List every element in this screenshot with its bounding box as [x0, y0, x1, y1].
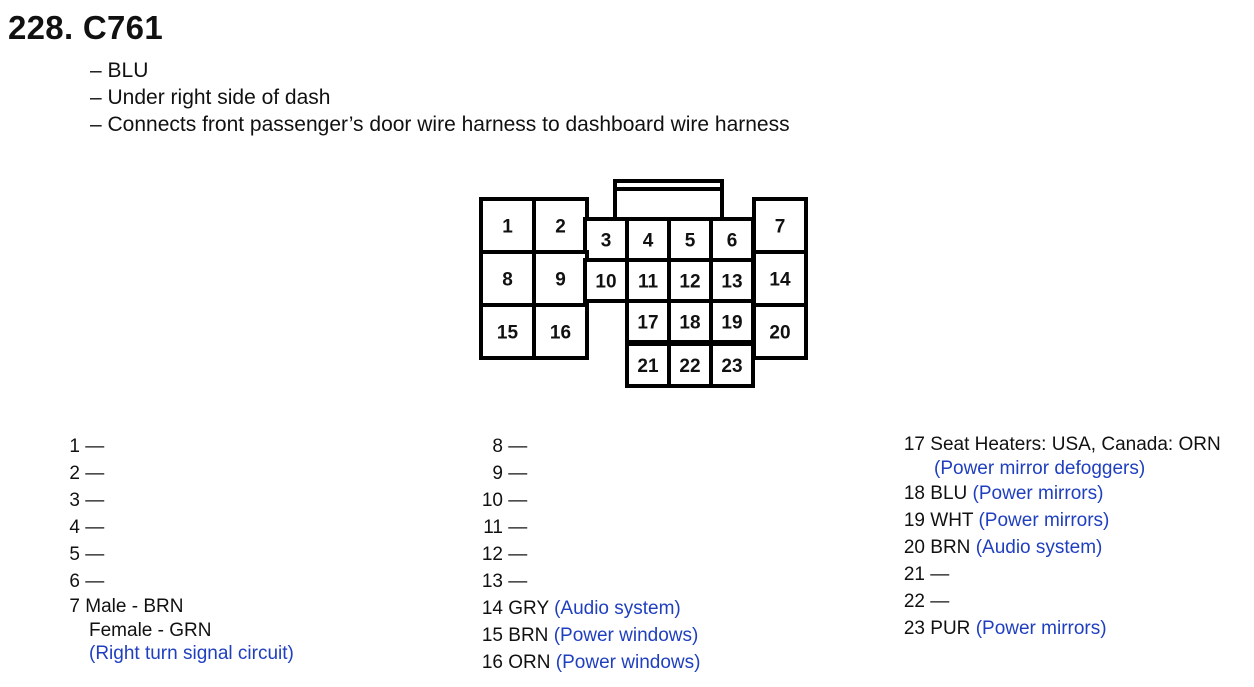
- pin-entry-22: [890, 588, 1221, 615]
- pin-entry-11: [470, 514, 700, 541]
- pin-entry-line: [470, 487, 700, 514]
- pin-entry-wire: —: [85, 571, 105, 592]
- pin-entry-number: 18: [903, 483, 925, 504]
- pin-entry-number: 4: [69, 517, 80, 538]
- pin-entry-number: 20: [903, 537, 925, 558]
- pin-number-9: 9: [555, 269, 566, 291]
- pin-entry-circuit: (Power mirror defoggers): [934, 457, 1146, 479]
- pin-number-17: 17: [637, 312, 659, 334]
- pin-entry-wire: —: [85, 490, 105, 511]
- pin-entry-circuit: (Right turn signal circuit): [89, 643, 294, 664]
- pin-entry-number: 16: [481, 652, 503, 673]
- pin-entry-wire: BRN: [508, 625, 549, 646]
- locking-tab-inner: [615, 189, 722, 221]
- page-title: 228. C761: [8, 9, 163, 46]
- pin-entry-wire: —: [930, 564, 950, 585]
- pin-number-21: 21: [637, 356, 659, 377]
- pin-entry-12: [470, 541, 700, 568]
- pin-entry-number: 13: [481, 571, 503, 592]
- pin-entry-wire: —: [508, 571, 528, 592]
- pin-list-column-3: [890, 433, 1221, 642]
- pin-number-2: 2: [555, 216, 566, 238]
- pin-number-20: 20: [769, 322, 791, 344]
- pin-entry-wire-alt: Female - GRN: [89, 619, 212, 641]
- pin-number-18: 18: [679, 312, 701, 334]
- pin-number-4: 4: [642, 230, 654, 252]
- pin-entry-number: 6: [69, 571, 80, 592]
- pin-entry-15: [470, 622, 700, 649]
- pin-entry-line: [60, 433, 294, 460]
- pin-entry-wire: —: [508, 544, 528, 565]
- pin-entry-number: 19: [903, 510, 925, 531]
- pin-entry-line: [60, 487, 294, 514]
- pin-entry-8: [470, 433, 700, 460]
- pin-entry-wire: —: [85, 544, 105, 565]
- pin-entry-number: 21: [903, 564, 925, 585]
- pin-entry-3: [60, 487, 294, 514]
- pin-entry-circuit: (Power mirrors): [975, 618, 1107, 639]
- pin-number-1: 1: [502, 216, 513, 238]
- note-location: – Under right side of dash: [90, 86, 331, 109]
- pin-entry-wire: —: [508, 463, 528, 484]
- pin-entry-number: 5: [69, 544, 80, 565]
- pin-number-22: 22: [679, 356, 701, 377]
- pin-entry-number: 22: [903, 591, 925, 612]
- pin-number-12: 12: [679, 271, 701, 293]
- pin-entry-line: [890, 615, 1221, 642]
- pin-entry-wire: —: [930, 591, 950, 612]
- pin-entry-16: [470, 649, 700, 676]
- pin-entry-number: 8: [492, 436, 503, 457]
- pin-entry-wire: WHT: [930, 510, 974, 531]
- pin-entry-line: [60, 568, 294, 595]
- pin-entry-21: [890, 561, 1221, 588]
- pin-number-8: 8: [502, 269, 513, 291]
- pin-entry-number: 7: [69, 596, 80, 617]
- pin-entry-line: [470, 622, 700, 649]
- pin-entry-line: [470, 568, 700, 595]
- pin-entry-line: [890, 507, 1221, 534]
- pin-entry-number: 2: [69, 463, 80, 484]
- pin-entry-wire: —: [508, 436, 528, 457]
- pin-number-11: 11: [637, 271, 659, 293]
- pin-entry-circuit: (Power windows): [553, 625, 699, 646]
- pin-entry-6: [60, 568, 294, 595]
- pin-entry-number: 11: [483, 517, 503, 538]
- pin-entry-number: 23: [903, 618, 925, 639]
- pin-entry-line: [470, 595, 700, 622]
- pin-entry-line: [470, 460, 700, 487]
- pin-entry-number: 3: [69, 490, 80, 511]
- pin-entry-wire: PUR: [930, 618, 971, 639]
- pin-entry-wire: GRY: [508, 598, 549, 619]
- pin-entry-5: [60, 541, 294, 568]
- pin-entry-line: [890, 433, 1221, 457]
- pin-entry-number: 17: [903, 434, 925, 455]
- pin-entry-number: 9: [492, 463, 503, 484]
- pin-number-10: 10: [595, 271, 617, 293]
- pin-entry-9: [470, 460, 700, 487]
- pin-number-19: 19: [721, 312, 743, 334]
- pin-entry-2: [60, 460, 294, 487]
- pin-entry-4: [60, 514, 294, 541]
- pin-entry-line: [890, 534, 1221, 561]
- pin-entry-line: [470, 541, 700, 568]
- pin-entry-wire: BRN: [930, 537, 971, 558]
- pin-entry-wire: —: [85, 436, 105, 457]
- pin-entry-wire: BLU: [930, 483, 968, 504]
- pin-number-7: 7: [774, 216, 786, 238]
- pin-entry-19: [890, 507, 1221, 534]
- pin-entry-wire: —: [508, 517, 528, 538]
- pin-number-6: 6: [726, 230, 738, 252]
- pin-entry-wire: ORN: [508, 652, 551, 673]
- pin-entry-circuit: (Audio system): [975, 537, 1103, 558]
- pin-entry-number: 12: [481, 544, 503, 565]
- pin-entry-1: [60, 433, 294, 460]
- pin-number-3: 3: [600, 230, 612, 252]
- pin-entry-10: [470, 487, 700, 514]
- pin-entry-7: [60, 595, 294, 666]
- pin-number-23: 23: [721, 356, 743, 377]
- pin-entry-wire: —: [85, 463, 105, 484]
- note-color: – BLU: [90, 59, 149, 82]
- pin-entry-wire: —: [508, 490, 528, 511]
- pin-entry-circuit: (Power mirrors): [978, 510, 1110, 531]
- pin-entry-20: [890, 534, 1221, 561]
- pin-list-column-1: [60, 433, 294, 666]
- pin-entry-line: [890, 561, 1221, 588]
- pin-entry-line: [470, 649, 700, 676]
- pin-entry-line: [890, 588, 1221, 615]
- pin-entry-circuit: (Power mirrors): [972, 483, 1104, 504]
- pin-entry-wire: Seat Heaters: USA, Canada: ORN: [930, 434, 1221, 455]
- pin-entry-13: [470, 568, 700, 595]
- pin-entry-line: [60, 514, 294, 541]
- pin-cavities: [481, 199, 806, 386]
- pin-entry-number: 1: [69, 436, 80, 457]
- pin-entry-line: [470, 433, 700, 460]
- pin-number-15: 15: [496, 322, 519, 344]
- pin-entry-wire: Male - BRN: [85, 596, 184, 617]
- pin-entry-14: [470, 595, 700, 622]
- pin-number-13: 13: [721, 271, 743, 293]
- pin-entry-number: 15: [481, 625, 503, 646]
- pin-entry-line: [60, 541, 294, 568]
- pin-entry-line: [470, 514, 700, 541]
- pin-entry-18: [890, 480, 1221, 507]
- pin-entry-line: [60, 460, 294, 487]
- pin-entry-line: [60, 595, 294, 619]
- pin-number-16: 16: [549, 322, 572, 344]
- pin-entry-circuit: (Power windows): [555, 652, 701, 673]
- pin-number-14: 14: [769, 269, 791, 291]
- note-connection: – Connects front passenger’s door wire harness to dashboard wire harness: [90, 113, 790, 136]
- pin-list-column-2: [470, 433, 700, 676]
- pin-entry-line: [890, 480, 1221, 507]
- pin-entry-17: [890, 433, 1221, 480]
- pin-entry-number: 14: [481, 598, 503, 619]
- pin-entry-wire: —: [85, 517, 105, 538]
- pin-entry-circuit: (Audio system): [554, 598, 681, 619]
- pin-entry-number: 10: [481, 490, 503, 511]
- pin-entry-23: [890, 615, 1221, 642]
- pin-number-5: 5: [684, 230, 696, 252]
